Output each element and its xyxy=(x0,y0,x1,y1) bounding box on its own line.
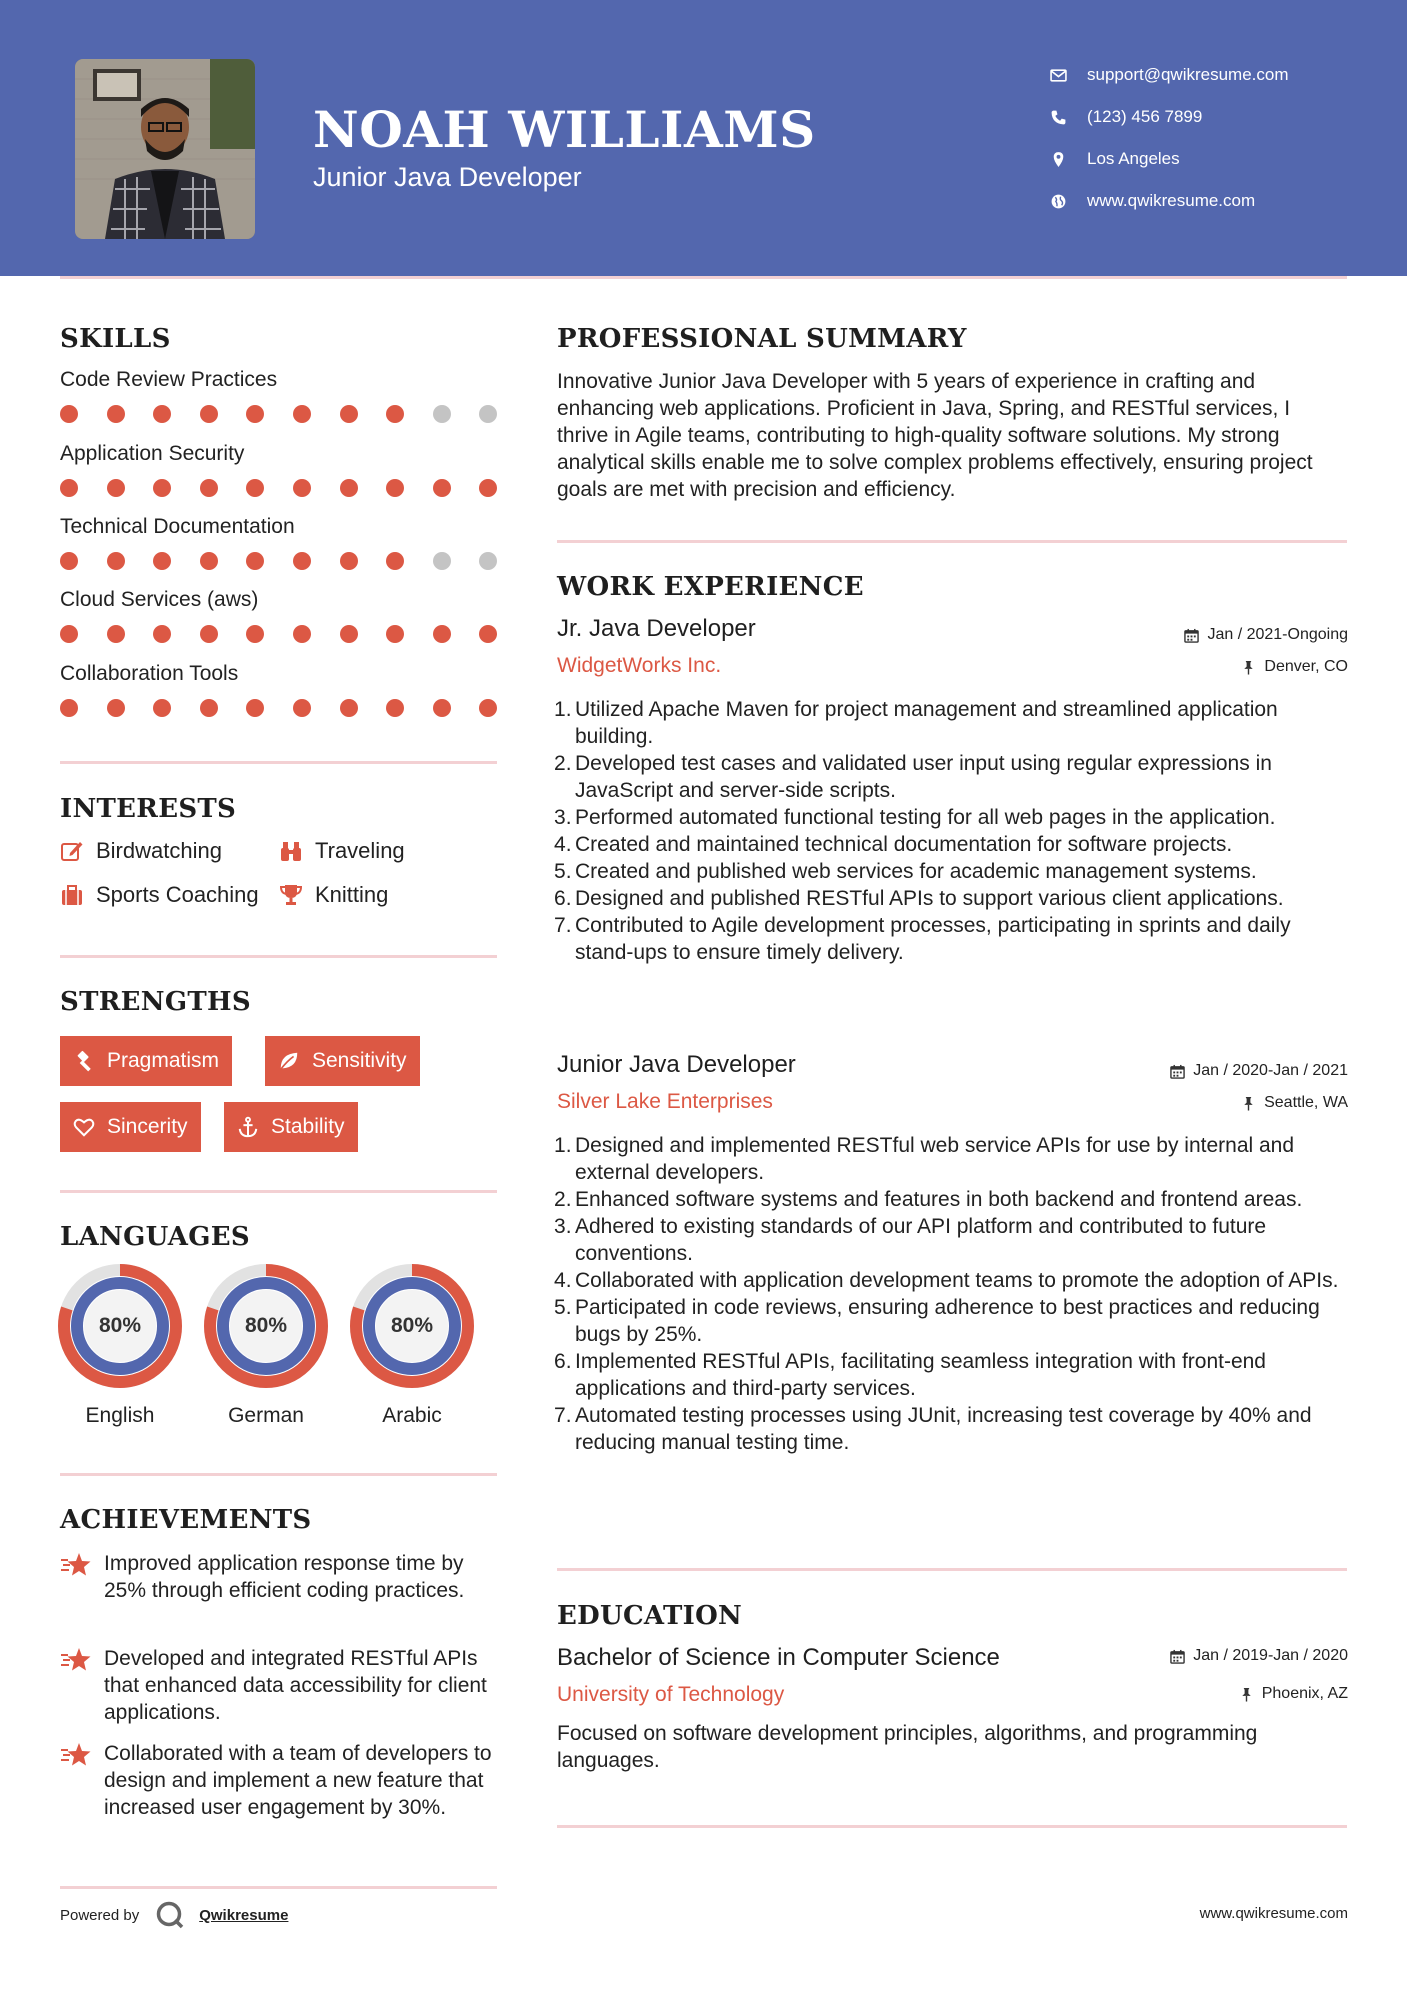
skill-dot xyxy=(60,699,78,717)
skill-dot xyxy=(107,479,125,497)
skill-dot xyxy=(107,405,125,423)
list-item: Created and published web services for academic management systems. xyxy=(575,860,1257,883)
contact-phone-text: (123) 456 7899 xyxy=(1087,107,1203,126)
skill-dot xyxy=(386,552,404,570)
interest-sports-coaching: Sports Coaching xyxy=(60,882,259,908)
section-divider xyxy=(60,761,497,764)
list-item: Enhanced software systems and features in both backend and frontend areas. xyxy=(575,1188,1303,1211)
list-item: Contributed to Agile development processes, participating in sprints and daily stand-ups to ensure timely delivery. xyxy=(575,914,1291,964)
skill-dot xyxy=(479,552,497,570)
star-icon xyxy=(60,1742,92,1768)
skill-dot xyxy=(153,479,171,497)
candidate-name: NOAH WILLIAMS xyxy=(313,100,816,159)
list-item: Participated in code reviews, ensuring adherence to best practices and reducing bugs by 25%. xyxy=(575,1296,1320,1346)
skill-rating xyxy=(60,552,500,572)
skill-dot xyxy=(200,625,218,643)
achievement-item: Collaborated with a team of developers to design and implement a new feature that increased user engagement by 30%. xyxy=(60,1740,500,1821)
contact-location xyxy=(1050,138,1380,180)
achievements-heading: ACHIEVEMENTS xyxy=(60,1505,312,1535)
education-description: Focused on software development principles, algorithms, and programming languages. xyxy=(557,1722,1258,1772)
skill-dot xyxy=(246,699,264,717)
trophy-icon xyxy=(279,883,303,907)
skill-dot xyxy=(340,405,358,423)
language-percent: 80% xyxy=(390,1314,434,1337)
strength-tag-pragmatism: Pragmatism xyxy=(60,1036,232,1086)
language-name: English xyxy=(85,1404,155,1427)
footer-website[interactable]: www.qwikresume.com xyxy=(1199,1905,1348,1922)
skill-dot xyxy=(107,552,125,570)
section-divider xyxy=(557,540,1347,543)
binoculars-icon xyxy=(279,839,303,863)
education-dates: Jan / 2019-Jan / 2020 xyxy=(1170,1647,1348,1665)
calendar-icon xyxy=(1184,628,1199,643)
achievement-item: Developed and integrated RESTful APIs that enhanced data accessibility for client applications. xyxy=(60,1645,500,1726)
achievement-item: Improved application response time by 25% through efficient coding practices. xyxy=(60,1550,500,1604)
skill-dot xyxy=(293,552,311,570)
skill-dot xyxy=(246,625,264,643)
skill-dot xyxy=(433,625,451,643)
skill-dot xyxy=(60,479,78,497)
anchor-icon xyxy=(237,1116,259,1138)
language-name: German xyxy=(228,1404,304,1427)
strengths-heading: STRENGTHS xyxy=(60,987,251,1017)
strength-tag-sincerity: Sincerity xyxy=(60,1102,201,1152)
contact-list xyxy=(1050,54,1380,222)
powered-by-label: Powered by xyxy=(60,1906,140,1924)
job-responsibilities xyxy=(575,696,1350,966)
qwikresume-logo-icon xyxy=(155,1900,185,1930)
map-marker-icon xyxy=(1050,151,1067,168)
list-item: Created and maintained technical documentation for software projects. xyxy=(575,833,1233,856)
skill-dot xyxy=(246,479,264,497)
skill-name: Collaboration Tools xyxy=(60,662,239,685)
resume-header xyxy=(0,0,1407,276)
interest-knitting: Knitting xyxy=(279,882,388,908)
qwikresume-link[interactable]: Qwikresume xyxy=(199,1906,289,1924)
language-german xyxy=(204,1264,328,1427)
skill-dot xyxy=(479,405,497,423)
job-responsibilities xyxy=(575,1132,1350,1456)
contact-phone[interactable] xyxy=(1050,96,1380,138)
job-dates: Jan / 2020-Jan / 2021 xyxy=(1170,1062,1348,1080)
envelope-icon xyxy=(1050,67,1067,84)
profile-photo-image xyxy=(75,59,255,239)
skill-dot xyxy=(386,625,404,643)
list-item: Automated testing processes using JUnit, increasing test coverage by 40% and reducing manual testing time. xyxy=(575,1404,1312,1454)
strength-tag-stability: Stability xyxy=(224,1102,358,1152)
skill-dot xyxy=(153,699,171,717)
skill-rating xyxy=(60,625,500,645)
education-location: Phoenix, AZ xyxy=(1239,1685,1348,1703)
star-icon xyxy=(60,1552,92,1578)
edit-icon xyxy=(60,839,84,863)
skill-dot xyxy=(386,479,404,497)
summary-text: Innovative Junior Java Developer with 5 years of experience in crafting and enhancing web applications. Proficient in Java, Spring, and RESTful services, I thrive in Agile teams, contributing to high-quality software solutions. My strong analytical skills enable me to solve complex problems effectively, ensuring project goals are met with precision and efficiency. xyxy=(557,370,1313,501)
gavel-icon xyxy=(73,1050,95,1072)
skill-dot xyxy=(246,552,264,570)
skill-dot xyxy=(433,405,451,423)
pushpin-icon xyxy=(1241,1096,1256,1111)
interest-birdwatching: Birdwatching xyxy=(60,838,222,864)
skill-dot xyxy=(386,405,404,423)
skill-dot xyxy=(153,552,171,570)
language-percent: 80% xyxy=(244,1314,288,1337)
skill-dot xyxy=(107,699,125,717)
list-item: Performed automated functional testing for all web pages in the application. xyxy=(575,806,1276,829)
languages-heading: LANGUAGES xyxy=(60,1222,250,1252)
skill-dot xyxy=(340,699,358,717)
language-percent: 80% xyxy=(98,1314,142,1337)
skill-dot xyxy=(200,552,218,570)
job-title: Junior Java Developer xyxy=(557,1051,796,1078)
skills-heading: SKILLS xyxy=(60,324,171,354)
school-name: University of Technology xyxy=(557,1683,785,1706)
job-title: Jr. Java Developer xyxy=(557,615,756,642)
job-location: Seattle, WA xyxy=(1241,1094,1348,1112)
section-divider xyxy=(557,1825,1347,1828)
globe-icon xyxy=(1050,193,1067,210)
skill-dot xyxy=(293,699,311,717)
skill-dot xyxy=(60,625,78,643)
language-english xyxy=(58,1264,182,1427)
skill-name: Application Security xyxy=(60,442,245,465)
section-divider xyxy=(60,955,497,958)
leaf-icon xyxy=(278,1050,300,1072)
skill-dot xyxy=(340,625,358,643)
contact-email[interactable] xyxy=(1050,54,1380,96)
list-item: Designed and implemented RESTful web service APIs for use by internal and external developers. xyxy=(575,1134,1295,1184)
strength-tag-sensitivity: Sensitivity xyxy=(265,1036,420,1086)
skill-dot xyxy=(60,552,78,570)
skill-dot xyxy=(479,699,497,717)
calendar-icon xyxy=(1170,1064,1185,1079)
contact-website[interactable] xyxy=(1050,180,1380,222)
skill-dot xyxy=(153,625,171,643)
skill-dot xyxy=(293,405,311,423)
candidate-title: Junior Java Developer xyxy=(313,162,582,192)
skill-dot xyxy=(200,699,218,717)
skill-rating xyxy=(60,405,500,425)
list-item: Designed and published RESTful APIs to support various client applications. xyxy=(575,887,1284,910)
phone-icon xyxy=(1050,109,1067,126)
skill-dot xyxy=(433,699,451,717)
profile-photo xyxy=(75,59,255,239)
interests-heading: INTERESTS xyxy=(60,794,237,824)
list-item: Developed test cases and validated user input using regular expressions in JavaScript and server-side scripts. xyxy=(575,752,1272,802)
briefcase-icon xyxy=(60,883,84,907)
skill-dot xyxy=(386,699,404,717)
skill-dot xyxy=(433,479,451,497)
contact-location-text: Los Angeles xyxy=(1087,149,1180,168)
skill-dot xyxy=(246,405,264,423)
skill-dot xyxy=(340,479,358,497)
contact-website-text: www.qwikresume.com xyxy=(1087,191,1256,210)
skill-dot xyxy=(200,405,218,423)
star-icon xyxy=(60,1647,92,1673)
skill-dot xyxy=(200,479,218,497)
section-divider xyxy=(557,1568,1347,1571)
skill-name: Code Review Practices xyxy=(60,368,278,391)
job-dates: Jan / 2021-Ongoing xyxy=(1184,626,1348,644)
skill-name: Technical Documentation xyxy=(60,515,295,538)
header-divider xyxy=(60,276,1347,279)
language-name: Arabic xyxy=(382,1404,442,1427)
section-divider xyxy=(60,1190,497,1193)
skill-dot xyxy=(479,479,497,497)
pushpin-icon xyxy=(1241,660,1256,675)
list-item: Adhered to existing standards of our API platform and contributed to future conventions. xyxy=(575,1215,1267,1265)
pushpin-icon xyxy=(1239,1687,1254,1702)
footer-divider xyxy=(60,1886,497,1889)
skill-dot xyxy=(293,479,311,497)
education-heading: EDUCATION xyxy=(557,1601,743,1631)
skill-rating xyxy=(60,479,500,499)
language-arabic xyxy=(350,1264,474,1427)
skill-dot xyxy=(60,405,78,423)
skill-dot xyxy=(433,552,451,570)
calendar-icon xyxy=(1170,1649,1185,1664)
section-divider xyxy=(60,1473,497,1476)
skill-dot xyxy=(479,625,497,643)
list-item: Utilized Apache Maven for project management and streamlined application building. xyxy=(575,698,1278,748)
list-item: Collaborated with application development teams to promote the adoption of APIs. xyxy=(575,1269,1339,1292)
skill-dot xyxy=(293,625,311,643)
contact-email-text: support@qwikresume.com xyxy=(1087,65,1289,84)
skill-dot xyxy=(153,405,171,423)
company-name: Silver Lake Enterprises xyxy=(557,1090,773,1113)
job-location: Denver, CO xyxy=(1241,658,1348,676)
skill-name: Cloud Services (aws) xyxy=(60,588,259,611)
experience-heading: WORK EXPERIENCE xyxy=(557,572,864,602)
list-item: Implemented RESTful APIs, facilitating seamless integration with front-end applications and third-party services. xyxy=(575,1350,1266,1400)
powered-by xyxy=(60,1900,288,1930)
company-name: WidgetWorks Inc. xyxy=(557,654,722,677)
skill-dot xyxy=(107,625,125,643)
skill-rating xyxy=(60,699,500,719)
degree-title: Bachelor of Science in Computer Science xyxy=(557,1644,1000,1671)
heart-icon xyxy=(73,1116,95,1138)
summary-heading: PROFESSIONAL SUMMARY xyxy=(557,324,967,354)
skill-dot xyxy=(340,552,358,570)
interest-traveling: Traveling xyxy=(279,838,405,864)
